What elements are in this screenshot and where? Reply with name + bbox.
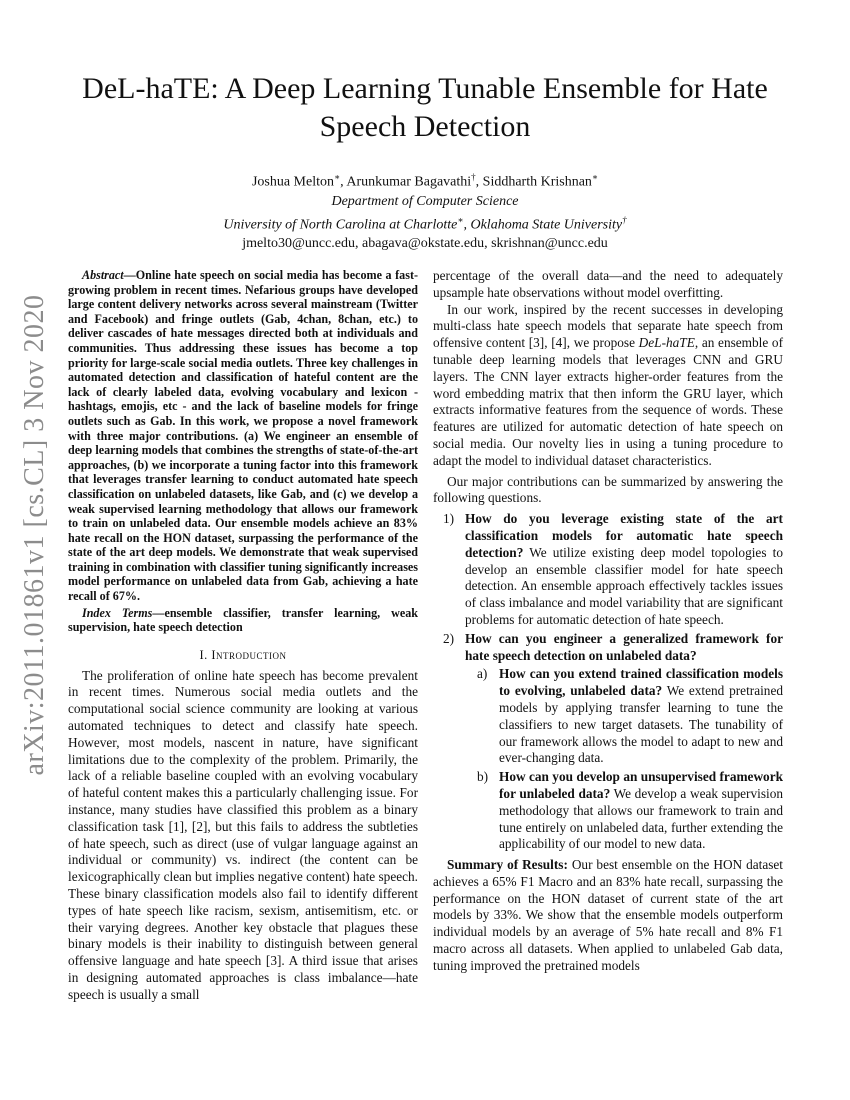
sub-question-text: How can you extend trained classification models to evolving, unlabeled data?	[499, 666, 783, 699]
sub-question-item: a) How can you extend trained classification models to evolving, unlabeled data? We extend pretrained models by applying transfer learning to tune the classifiers to new target datasets. The tunability of our framework allows the model to adapt to new and ever-changing data.	[477, 666, 783, 766]
summary-lead: Summary of Results:	[447, 857, 568, 873]
question-answer: We utilize existing deep model topologies to develop an ensemble classifier model for hate speech detection. An ensemble approach effectively tackles issues of class imbalance and model variability that are significant problems for automatic detection of hate speech.	[465, 544, 783, 627]
author-emails: jmelto30@uncc.edu, abagava@okstate.edu, skrishnan@uncc.edu	[242, 236, 608, 252]
intro-paragraph-continued: percentage of the overall data—and the need to adequately upsample hate observations without model overfitting.	[433, 268, 783, 300]
question-item: 1) How do you leverage existing state of the art classification models for automatic hate speech detection? We utilize existing deep model topologies to develop an ensemble classifier model for hate speech detection. An ensemble approach effectively tackles issues of class imbalance and model variability that are significant problems for automatic detection of hate speech.	[443, 511, 783, 627]
sub-question-answer: We extend pretrained models by applying transfer learning to tune the classifiers to new target datasets. The tunability of our framework allows the model to adapt to new and ever-changing data.	[499, 683, 783, 766]
author-name: Arunkumar Bagavathi	[346, 174, 472, 190]
author-names: Joshua Melton∗, Arunkumar Bagavathi†, Siddharth Krishnan∗	[251, 172, 599, 190]
sub-question-answer: We develop a weak supervision methodology that allows our framework to train and tune entirely on unlabeled data, further extending the applicability of our model to new data.	[499, 785, 783, 852]
paper-title: DeL-haTE: A Deep Learning Tunable Ensemble for Hate Speech Detection	[82, 72, 768, 143]
sub-question-text: How can you develop an unsupervised framework for unlabeled data?	[499, 769, 783, 801]
arxiv-identifier-stamp	[5, 290, 65, 780]
author-name: Joshua Melton	[251, 174, 334, 190]
summary-paragraph: Summary of Results: Our best ensemble on the HON dataset achieves a 65% F1 Macro and an 83% hate recall, surpassing the performance on the HON dataset of current state of the art models by 33%. We show that the ensemble models outperform individual models by an average of 5% hate recall and 8% F1 macro across all datasets. When applied to unlabeled Gab data, tuning improved the pretrained models	[433, 857, 783, 973]
author-block	[60, 168, 790, 253]
index-terms: Index Terms—ensemble classifier, transfer learning, weak supervision, hate speech detection	[68, 605, 418, 635]
right-column	[433, 268, 783, 975]
arxiv-identifier: arXiv:2011.01861v1 [cs.CL] 3 Nov 2020	[19, 294, 50, 776]
question-item: 2) How can you engineer a generalized framework for hate speech detection on unlabeled data?	[443, 630, 783, 663]
proposal-paragraph: In our work, inspired by the recent successes in developing multi-class hate speech models that separate hate speech from offensive content [3], [4], we propose DeL-haTE, an ensemble of tunable deep learning models that leverages CNN and GRU layers. The CNN layer extracts higher-order features from the word embedding matrix that then inform the GRU layer, which extracts informative features from the sequence of words. These features are utilized for automatic detection of hate speech on social media. Our novelty lies in using a tuning procedure to adapt the model to individual dataset characteristics.	[433, 301, 784, 468]
department: Department of Computer Science	[331, 193, 519, 209]
intro-paragraph: The proliferation of online hate speech has become prevalent in recent times. Numerous social media outlets and the computational social science community are looking at various automated techniques to detect and classify hate speech. However, most models, nascent in nature, have significant limitations due to the complexity of the problem. Primarily, the lack of a reliable baseline coupled with an evolving vocabulary of hateful content makes this a particularly challenging issue. For instance, many studies have classified this problem as a binary classification task [1], [2], but this fails to address the subtleties of hate speech, such as direct (use of vulgar language against an individual or community) vs. indirect (the content can be lexicographically clean but implies negative content) hate speech. These binary classification models also fail to identify different types of hate speech like racism, sexism, antisemitism, etc. or their varying degrees. Another key obstacle that plagues these binary models is their inability to distinguish between general offensive language and hate speech [3]. A third issue that arises in designing automated approaches is class imbalance—hate speech is usually a small	[68, 667, 419, 1002]
sub-question-item: b) How can you develop an unsupervised framework for unlabeled data? We develop a weak supervision methodology that allows our framework to train and tune entirely on unlabeled data, further extending the applicability of our model to new data.	[477, 769, 783, 852]
method-name: DeL-haTE	[638, 335, 695, 351]
abstract-lead: Abstract	[82, 268, 124, 282]
section-heading: I. Introduction	[199, 647, 287, 662]
contributions-intro: Our major contributions can be summarized by answering the following questions.	[433, 473, 783, 506]
question-text: How do you leverage existing state of the art classification models for automatic hate speech detection?	[465, 511, 783, 560]
question-text: How can you engineer a generalized framework for hate speech detection on unlabeled data?	[465, 630, 783, 663]
abstract-text: —Online hate speech on social media has become a fast-growing problem in recent times. Nefarious groups have developed large content delivery networks across several mainstream (Twitter and Facebook) and fringe outlets (Gab, 4chan, 8chan, etc.) to deliver cascades of hate messages directed both at individuals and communities. Thus addressing these issues has become a top priority for large-scale social media outlets. Three key challenges in automated detection and classification of hateful content are the lack of clearly labeled data, evolving vocabulary and lexicon - hashtags, emojis, etc - and the lack of baseline models for fringe outlets such as Gab. In this work, we propose a novel framework with three major contributions. (a) We engineer an ensemble of deep learning models that combines the strengths of state-of-the-art approaches, (b) we incorporate a tuning factor into this framework that leverages transfer learning to conduct automated hate speech classification on unlabeled datasets, like Gab, and (c) we develop a weak supervised learning methodology that allows our framework to train on unlabeled data. Our ensemble models achieve an 83% hate recall on the HON dataset, surpassing the performance of the state of the art deep models. We demonstrate that weak supervised training in combination with classifier tuning significantly increases model performance on unlabeled data from Gab, achieving a hate recall of 67%.	[68, 268, 418, 604]
affiliations: University of North Carolina at Charlotte∗, Oklahoma State University†	[223, 214, 627, 233]
author-name: Siddharth Krishnan	[482, 174, 592, 190]
left-column	[68, 268, 418, 1004]
abstract	[68, 268, 418, 604]
